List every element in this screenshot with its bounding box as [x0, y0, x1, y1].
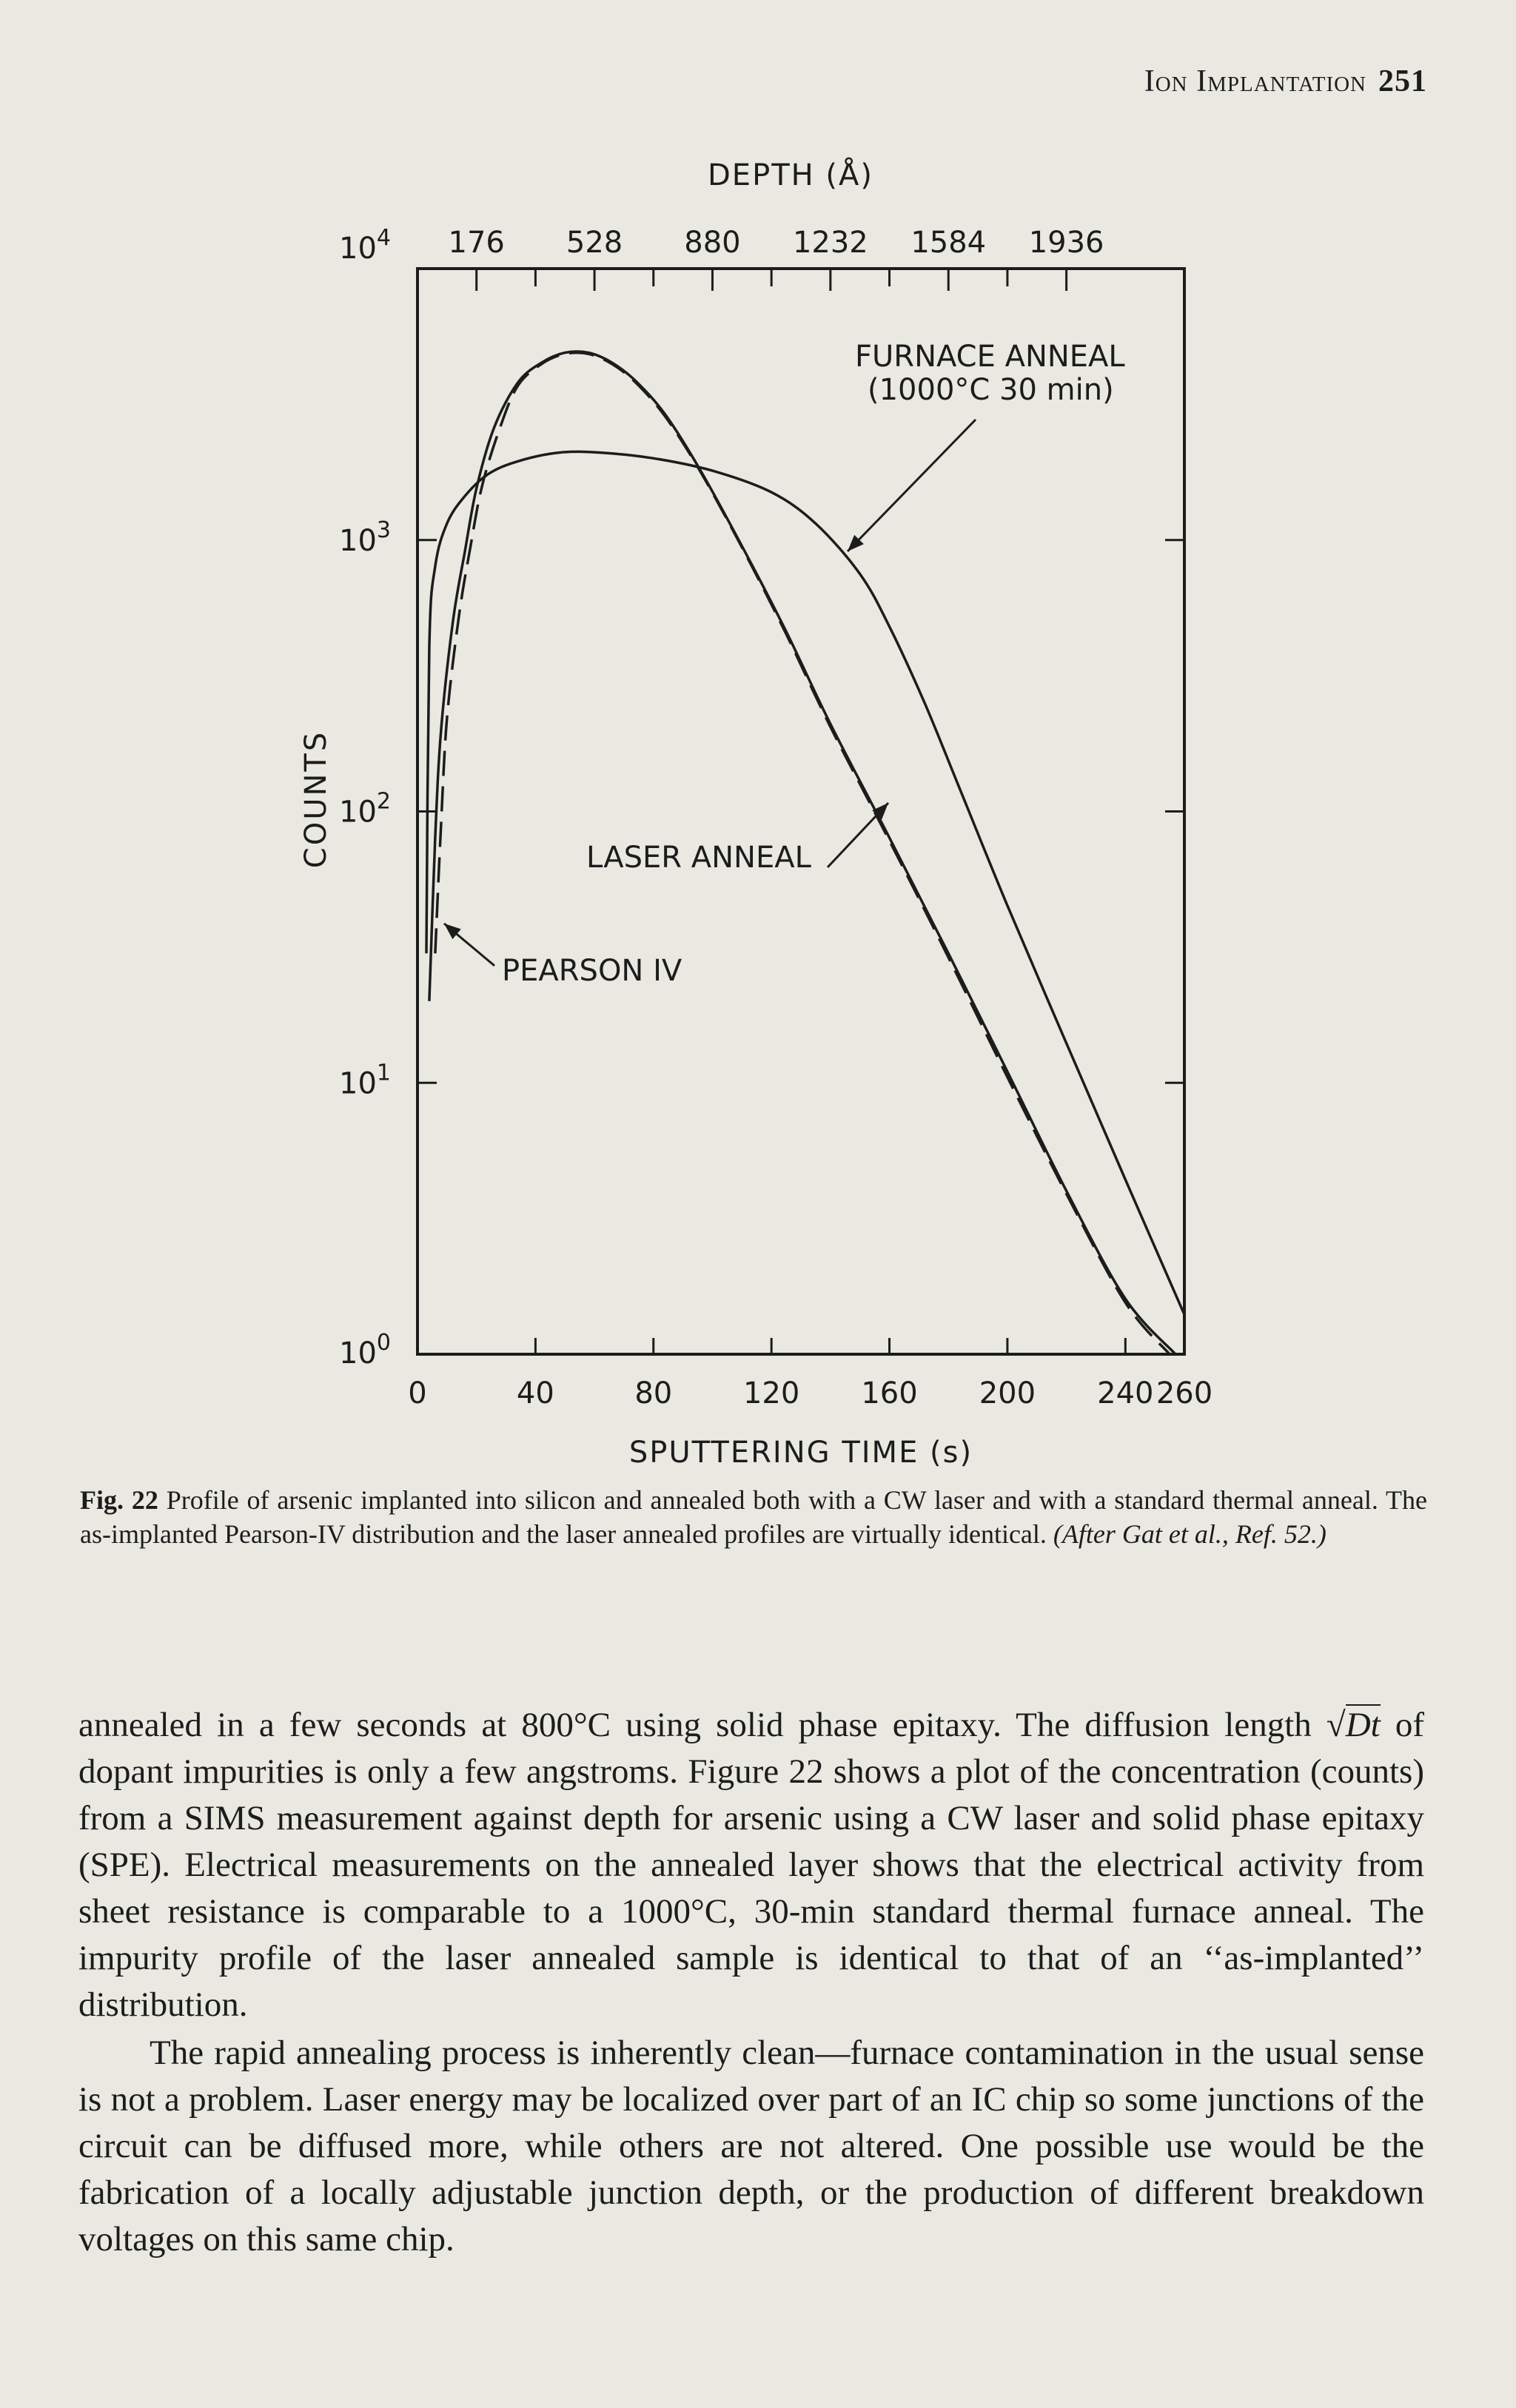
sqrt-symbol: √	[1326, 1706, 1346, 1744]
x-tick-label: 40	[516, 1376, 554, 1410]
furnace-annotation-line-1: FURNACE ANNEAL	[855, 340, 1125, 374]
caption-text: Profile of arsenic implanted into silicon and annealed both with a CW laser and with a standard thermal anneal. The as-implanted Pearson-IV distribution and the laser annealed profiles are virtually identical.	[80, 1485, 1427, 1549]
y-tick-label: $10^0$	[339, 1330, 391, 1371]
y-axis-title: COUNTS	[299, 730, 333, 869]
paragraph-1-part-1: annealed in a few seconds at 800°C using solid phase epitaxy. The diffusion length	[78, 1706, 1312, 1744]
furnace-arrow-shaft	[848, 420, 976, 551]
series-furnace-anneal-1000-c-30-min-line	[426, 451, 1184, 1314]
y-tick-label: $10^2$	[339, 788, 391, 830]
paragraph-2: The rapid annealing process is inherently clean—furnace contamination in the usual sense is not a problem. Laser energy may be localized over part of an IC chip so some junctions of the circuit can be diffused more, while others are not altered. One possible use would be the fabrication of a locally adjustable junction depth, or the production of different breakdown voltages on this same chip.	[78, 2034, 1424, 2259]
top-axis-title: DEPTH (Å)	[708, 158, 873, 192]
figure-caption	[80, 1483, 1427, 1551]
running-title: Ion Implantation	[1144, 64, 1366, 98]
paragraph-1-part-2: of dopant impurities is only a few angstroms. Figure 22 shows a plot of the concentration (counts) from a SIMS measurement against depth for arsenic using a CW laser and solid phase epitaxy (SPE). Electrical measurements on the annealed layer shows that the electrical activity from sheet resistance is comparable to a 1000°C, 30-min standard thermal furnace anneal. The impurity profile of the laser annealed sample is identical to that of an ‘‘as-implanted’’ distribution.	[78, 1706, 1425, 2024]
body-text	[78, 1702, 1424, 2263]
sqrt-dt-expression	[1326, 1704, 1381, 1744]
top-tick-label: 528	[566, 226, 623, 260]
sqrt-argument: Dt	[1345, 1706, 1381, 1744]
furnace-annotation-line-2: (1000°C 30 min)	[868, 373, 1114, 407]
caption-citation: (After Gat et al., Ref. 52.)	[1053, 1519, 1326, 1549]
x-tick-label: 200	[979, 1376, 1036, 1410]
x-tick-label: 260	[1156, 1376, 1213, 1410]
x-tick-label: 0	[408, 1376, 427, 1410]
x-tick-label: 160	[861, 1376, 918, 1410]
x-tick-label: 120	[742, 1376, 800, 1410]
pearson-annotation: PEARSON IV	[502, 954, 682, 988]
y-tick-label: $10^1$	[339, 1060, 391, 1101]
top-tick-label: 880	[684, 226, 741, 260]
page-number: 251	[1378, 64, 1427, 98]
paragraph-1	[78, 1702, 1424, 2028]
y-tick-label: $10^4$	[339, 225, 391, 266]
top-tick-label: 1936	[1028, 226, 1104, 260]
x-tick-label: 80	[634, 1376, 673, 1410]
y-tick-label: $10^3$	[339, 517, 391, 558]
laser-annotation: LASER ANNEAL	[586, 841, 811, 875]
top-tick-label: 1232	[792, 226, 868, 260]
caption-label: Fig. 22	[80, 1485, 158, 1515]
top-tick-label: 176	[448, 226, 505, 260]
x-tick-label: 240	[1097, 1376, 1154, 1410]
plot-frame	[417, 269, 1184, 1354]
top-tick-label: 1584	[910, 226, 987, 260]
x-axis-title: SPUTTERING TIME (s)	[628, 1436, 973, 1470]
